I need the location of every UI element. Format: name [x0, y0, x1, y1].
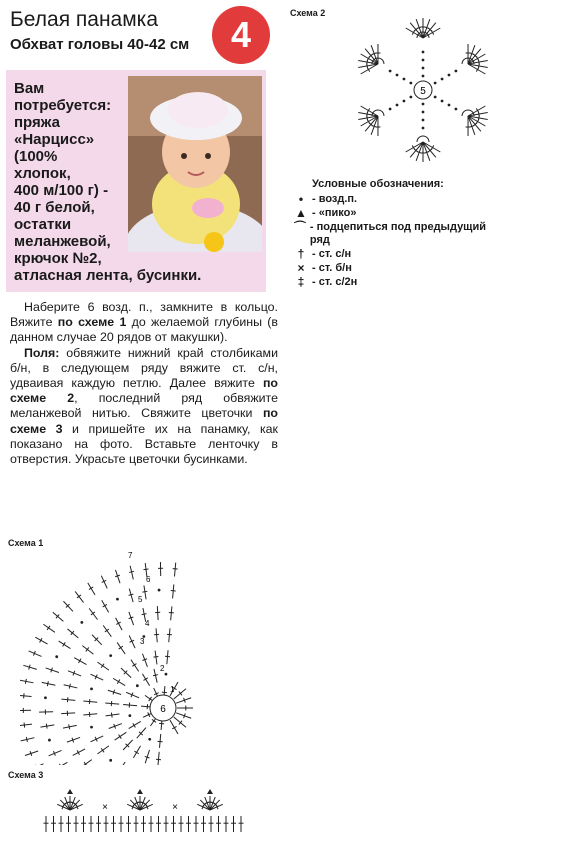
chain-stitch-mark: [55, 655, 58, 658]
double-crochet-mark: [160, 734, 161, 748]
legend-text: - ст. с/н: [312, 248, 352, 260]
double-crochet-mark: [61, 699, 75, 700]
double-crochet-mark: [137, 728, 146, 739]
double-crochet-mark: [97, 662, 108, 670]
materials-line: «Нарцисс»: [14, 131, 95, 148]
chain-stitch-mark: [128, 714, 131, 717]
page-subtitle: Обхват головы 40-42 см: [10, 36, 190, 53]
materials-line: 400 м/100 г) -: [14, 182, 109, 199]
scheme-1-row-label: 2: [160, 664, 165, 673]
materials-line: потребуется:: [14, 97, 112, 114]
single-crochet-mark: ×: [172, 802, 178, 813]
double-crochet-mark: [157, 606, 158, 620]
hook-under-symbol: ⌒: [293, 220, 306, 234]
chain-stitch-mark: [409, 82, 412, 85]
double-crochet-mark: [20, 680, 33, 683]
scheme-2-center: 5: [420, 86, 426, 97]
page-title: Белая панамка: [10, 8, 158, 31]
double-crochet-mark: [156, 628, 157, 642]
double-crochet-mark: [69, 684, 70, 689]
chain-stitch-mark: [389, 70, 392, 73]
double-crochet-mark: [171, 606, 172, 620]
materials-line: меланжевой,: [14, 233, 111, 250]
text-span: Поля:: [24, 345, 60, 360]
chain-stitch-mark: [158, 589, 161, 592]
double-crochet-mark: [149, 697, 152, 701]
legend-item: [290, 193, 490, 206]
double-crochet-mark: [67, 629, 78, 638]
double-crochet-mark: [88, 583, 95, 595]
chain-stitch-mark: [80, 621, 83, 624]
double-crochet-mark: [123, 705, 137, 706]
chain-stitch-mark: [455, 108, 458, 111]
double-crochet-mark: [119, 735, 122, 739]
double-crochet-mark: [117, 762, 125, 765]
double-crochet-mark: [75, 591, 83, 602]
double-crochet-mark: [105, 629, 109, 632]
scheme-1-row-label: 4: [145, 619, 150, 628]
legend-heading: Условные обозначения:: [312, 178, 444, 190]
double-crochet-mark: [69, 724, 70, 729]
double-crochet-mark: [129, 721, 141, 728]
double-crochet-mark: [83, 701, 97, 702]
chain-stitch-mark: [403, 100, 406, 103]
picot-symbol: ▲: [295, 206, 307, 220]
double-crochet-mark: [59, 764, 61, 765]
text-span: по схеме 2: [10, 376, 278, 406]
double-crochet-mark: [47, 626, 50, 630]
double-crochet-mark: [152, 719, 156, 722]
chain-stitch-mark: [448, 104, 451, 107]
double-crochet-mark: [20, 695, 32, 696]
double-crochet-mark: [153, 656, 158, 657]
legend: [290, 178, 490, 290]
double-crochet-mark: [91, 612, 95, 615]
double-crochet-mark: [31, 764, 44, 765]
double-crochet-mark: [132, 664, 136, 667]
instructions-paragraph: [10, 346, 278, 468]
double-crochet-mark: [43, 624, 54, 632]
double-crochet-mark: [175, 563, 176, 577]
double-crochet-mark: [24, 723, 25, 728]
chain-stitch-mark: [448, 74, 451, 77]
chain-stitch-mark: [422, 111, 425, 114]
text-span: до желаемой глубины (в данном случае 20 рядов от макушки).: [10, 315, 278, 345]
single-crochet-symbol: ×: [297, 261, 305, 275]
chain-stitch-mark: [48, 739, 51, 742]
scheme-1-row-label: 6: [146, 575, 151, 584]
materials-line: атласная лента, бусинки.: [14, 267, 202, 284]
instructions: [10, 300, 278, 467]
double-crochet-symbol: †: [297, 247, 305, 261]
double-crochet-mark: [129, 594, 134, 595]
legend-item: [290, 276, 490, 289]
chain-stitch-mark: [434, 82, 437, 85]
chain-stitch-mark: [396, 74, 399, 77]
materials-text: [14, 80, 264, 284]
double-crochet-mark: [46, 724, 47, 729]
text-span: Наберите 6 возд. п., замкните в кольцо. Вяжите: [10, 300, 278, 330]
chain-stitch-symbol: •: [298, 192, 304, 206]
double-crochet-mark: [82, 646, 93, 655]
double-crochet-mark: [103, 625, 111, 636]
double-crochet-mark: [174, 689, 186, 699]
scheme-1-row-label: 5: [138, 595, 143, 604]
double-crochet-mark: [26, 737, 27, 742]
double-crochet-mark: [144, 585, 146, 599]
double-crochet-mark: [115, 732, 127, 740]
legend-text: - ст. б/н: [312, 262, 352, 274]
chain-stitch-mark: [136, 684, 139, 687]
double-crochet-mark: [129, 571, 134, 572]
double-crochet-mark: [142, 591, 147, 592]
materials-line: хлопок,: [14, 165, 71, 182]
double-crochet-mark: [97, 746, 108, 754]
double-crochet-mark: [142, 614, 147, 615]
double-crochet-mark: [423, 142, 436, 157]
double-crochet-mark: [101, 748, 104, 752]
chain-stitch-mark: [455, 70, 458, 73]
chain-stitch-mark: [422, 127, 425, 130]
double-crochet-mark: [173, 584, 174, 598]
double-crochet-mark: [61, 713, 75, 714]
chain-stitch-mark: [403, 78, 406, 81]
double-crochet-mark: [119, 646, 123, 649]
double-crochet-mark: [167, 650, 168, 664]
materials-line: остатки: [14, 216, 72, 233]
chain-stitch-mark: [389, 108, 392, 111]
chain-stitch-mark: [441, 100, 444, 103]
text-span: обвяжите нижний край столбиками б/н, в следующем ряду вяжите ст. с/н, удваивая каждую петлю. Далее вяжите: [10, 345, 278, 391]
chain-stitch-mark: [422, 103, 425, 106]
double-crochet-mark: [133, 746, 140, 758]
legend-text: - ст. с/2н: [312, 276, 358, 288]
scheme-3-stitches: [44, 789, 244, 832]
double-crochet-mark: [29, 665, 30, 670]
double-crochet-mark: [423, 23, 436, 38]
chain-stitch-mark: [109, 654, 112, 657]
chain-stitch-mark: [148, 738, 151, 741]
materials-line: (100%: [14, 148, 58, 165]
double-crochet-mark: [89, 608, 97, 619]
double-crochet-mark: [410, 23, 423, 38]
double-crochet-mark: [111, 713, 112, 718]
chain-stitch-mark: [422, 75, 425, 78]
double-crochet-mark: [25, 679, 26, 684]
double-crochet-mark: [155, 651, 157, 665]
double-crochet-mark: [55, 762, 67, 765]
materials-line: Вам: [14, 80, 45, 97]
double-crochet-mark: [169, 628, 170, 642]
legend-text: - «пико»: [312, 207, 357, 219]
chain-stitch-mark: [422, 59, 425, 62]
chain-stitch-mark: [422, 51, 425, 54]
scheme-2-label: Схема 2: [290, 8, 326, 18]
double-crochet-mark: [113, 678, 125, 685]
chain-stitch-mark: [422, 119, 425, 122]
legend-text: - возд.п.: [312, 193, 358, 205]
scheme-1-stitches: [20, 562, 193, 765]
scheme-1-diagram: [20, 540, 280, 765]
materials-line: 40 г белой,: [14, 199, 95, 216]
chain-stitch-mark: [396, 104, 399, 107]
double-crochet-mark: [59, 641, 71, 649]
double-crochet-mark: [143, 569, 148, 570]
double-crochet-mark: [63, 642, 66, 646]
single-crochet-mark: ×: [102, 802, 108, 813]
chain-stitch-mark: [409, 96, 412, 99]
legend-item: [290, 262, 490, 275]
double-crochet-mark: [142, 674, 149, 686]
double-crochet-mark: [153, 675, 158, 676]
legend-text: - подцепиться под предыдущий ряд: [309, 221, 486, 246]
picot-mark: [137, 789, 143, 794]
text-span: , последний ряд обвяжите меланжевой нитью. Свяжите цветочки: [10, 391, 278, 421]
double-crochet-mark: [83, 714, 97, 715]
chain-stitch-mark: [434, 96, 437, 99]
scheme-3-label: Схема 3: [8, 770, 44, 780]
scheme-1-row-label: 3: [140, 637, 145, 646]
picot-mark: [67, 789, 73, 794]
chain-stitch-mark: [116, 598, 119, 601]
scheme-1-label: Схема 1: [8, 538, 44, 548]
double-crochet-mark: [123, 740, 133, 750]
chain-stitch-mark: [44, 696, 47, 699]
scheme-1-center: 6: [160, 704, 166, 715]
double-crochet-mark: [106, 714, 120, 716]
materials-line: крючок №2,: [14, 250, 102, 267]
double-crochet-mark: [63, 725, 77, 728]
double-crochet-mark: [92, 635, 102, 645]
pattern-number-badge: 4: [212, 6, 270, 64]
double-crochet-mark: [47, 681, 48, 686]
scheme-3-diagram: [40, 786, 250, 836]
hook-under-mark: [417, 136, 429, 142]
double-crochet-mark: [101, 664, 104, 668]
double-crochet-mark: [53, 612, 64, 621]
double-crochet-mark: [174, 717, 186, 727]
scheme-2-diagram: [330, 6, 516, 168]
double-crochet-mark: [121, 668, 131, 678]
double-crochet-mark: [131, 660, 139, 672]
treble-crochet-symbol: ‡: [297, 275, 305, 289]
materials-line: пряжа: [14, 114, 60, 131]
double-crochet-mark: [105, 703, 119, 704]
legend-item: [290, 207, 490, 220]
scheme-1-row-label: 1: [170, 685, 175, 694]
legend-item: [290, 221, 490, 247]
text-span: по схеме 1: [57, 315, 127, 330]
double-crochet-mark: [410, 142, 423, 157]
double-crochet-mark: [63, 601, 73, 611]
double-crochet-mark: [170, 720, 178, 734]
text-span: и пришейте их на панамку, как показано на фото. Вставьте ленточку в отверстия. Украсьте цветочки бусинками.: [10, 421, 278, 467]
instructions-paragraph: [10, 300, 278, 346]
chain-stitch-mark: [441, 78, 444, 81]
double-crochet-mark: [40, 725, 54, 727]
chain-stitch-mark: [109, 759, 112, 762]
double-crochet-mark: [20, 724, 32, 726]
chain-stitch-mark: [90, 687, 93, 690]
chain-stitch-mark: [422, 67, 425, 70]
text-span: по схеме 3: [10, 406, 278, 436]
legend-item: [290, 248, 490, 261]
picot-mark: [207, 789, 213, 794]
chain-stitch-mark: [90, 726, 93, 729]
double-crochet-mark: [117, 642, 125, 653]
double-crochet-mark: [158, 752, 159, 765]
scheme-1-row-label: 7: [128, 551, 133, 560]
chain-stitch-mark: [165, 673, 168, 676]
